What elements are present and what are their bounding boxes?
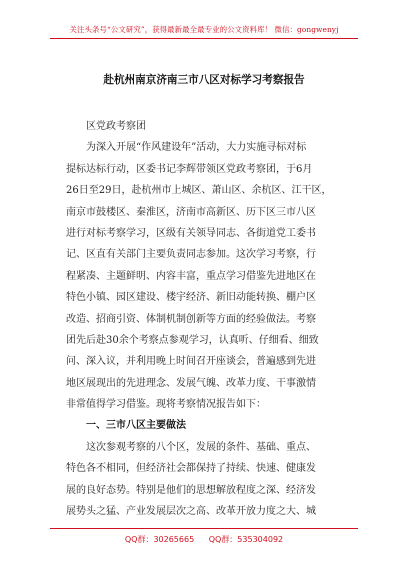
paragraph-line: 展的良好态势。特别是他们的思想解放程度之深、经济发 [66, 484, 316, 496]
author-line: 区党政考察团 [86, 121, 146, 132]
document-body [66, 116, 348, 522]
paragraph-line: 为深入开展“作风建设年”活动，大力实施寻标对标 [86, 142, 307, 154]
footer-divider [50, 528, 358, 529]
paragraph-line: 这次参观考察的八个区，发展的条件、基础、重点、 [86, 441, 316, 453]
paragraph-line: 改造、招商引资、体制机制创新等方面的经验做法。考察 [66, 313, 316, 325]
paragraph-line: 特色小镇、园区建设、楼宇经济、新旧动能转换、棚户区 [66, 292, 316, 304]
section-heading: 一、三市八区主要做法 [86, 420, 186, 432]
footer-qq-group-2: QQ群：535304092 [208, 535, 284, 544]
paragraph-line: 提标达标行动，区委书记李辉带领区党政考察团，于6月 [66, 163, 313, 175]
header-banner: 关注头条号“公文研究”，获得最新最全最专业的公文资料库！ 微信：gongwenyj [69, 25, 339, 34]
paragraph-line: 非常值得学习借鉴。现将考察情况报告如下： [66, 399, 266, 411]
paragraph-line: 程紧凑、主题鲜明、内容丰富，重点学习借鉴先进地区在 [66, 270, 316, 282]
footer-contact [0, 534, 408, 545]
paragraph-line: 记、区直有关部门主要负责同志参加。这次学习考察，行 [66, 249, 316, 261]
paragraph-line: 26日至29日，赴杭州市上城区、萧山区、余杭区、江干区， [66, 185, 332, 197]
footer-qq-group-1: QQ群：30265665 [124, 535, 195, 544]
paragraph-line: 展势头之猛、产业发展层次之高、改革开放力度之大、城 [66, 506, 316, 518]
paragraph-line: 团先后赴30余个考察点参观学习，认真听、仔细看、细致 [66, 334, 319, 346]
document-title: 赴杭州南京济南三市八区对标学习考察报告 [103, 74, 305, 86]
paragraph-line: 地区展现出的先进理念、发展气魄、改革力度、干事激情 [66, 377, 316, 389]
paragraph-line: 进行对标考察学习，区级有关领导同志、各街道党工委书 [66, 227, 316, 239]
header-divider [50, 38, 358, 39]
paragraph-line: 特色各不相同，但经济社会都保持了持续、快速、健康发 [66, 463, 316, 475]
paragraph-line: 南京市鼓楼区、秦淮区，济南市高新区、历下区三市八区 [66, 206, 316, 218]
paragraph-line: 问、深入议，并利用晚上时间召开座谈会，普遍感到先进 [66, 356, 316, 368]
